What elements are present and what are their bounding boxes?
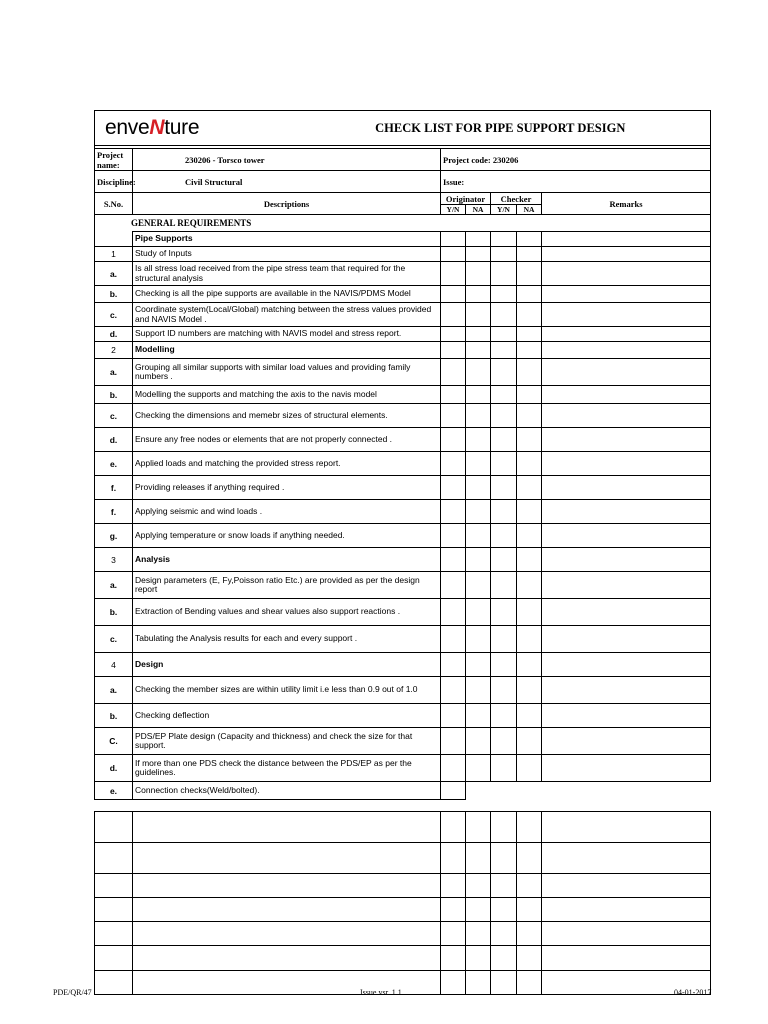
row-sno: b. (95, 286, 133, 303)
blank-cell[interactable] (491, 922, 517, 946)
checker-yn-cell[interactable] (491, 728, 517, 755)
checklist-row (95, 342, 711, 359)
row-description: Modelling (133, 342, 441, 359)
checker-yn-cell[interactable] (491, 386, 517, 404)
row-sno: b. (95, 704, 133, 728)
row-sno: f. (95, 476, 133, 500)
row-sno: 4 (95, 653, 133, 677)
remarks-cell[interactable] (542, 524, 711, 548)
row-description: Modelling the supports and matching the axis to the navis model (133, 386, 441, 404)
checker-na-cell[interactable] (517, 653, 542, 677)
blank-cell[interactable] (491, 946, 517, 971)
blank-cell[interactable] (517, 812, 542, 843)
originator-na-cell[interactable] (466, 548, 491, 572)
blank-cell[interactable] (517, 898, 542, 922)
checker-yn-cell[interactable] (491, 548, 517, 572)
row-description: Design (133, 653, 441, 677)
blank-cell[interactable] (542, 922, 711, 946)
checker-yn-cell[interactable] (491, 404, 517, 428)
blank-cell[interactable] (517, 843, 542, 874)
row-description: Checking the dimensions and memebr sizes of structural elements. (133, 404, 441, 428)
row-description: Connection checks(Weld/bolted). (133, 782, 441, 800)
originator-header: Originator (441, 193, 491, 205)
originator-na-cell[interactable] (466, 476, 491, 500)
sno-header: S.No. (95, 193, 133, 215)
checker-na-cell[interactable] (517, 476, 542, 500)
checker-na-cell[interactable] (517, 247, 542, 262)
checker-yn-cell[interactable] (491, 476, 517, 500)
blank-cell[interactable] (441, 874, 466, 898)
originator-na-cell[interactable] (466, 262, 491, 286)
checker-na-cell[interactable] (517, 286, 542, 303)
checklist-row (95, 327, 711, 342)
checklist-row (95, 626, 711, 653)
checker-na-header: NA (517, 205, 542, 215)
blank-cell[interactable] (133, 812, 441, 843)
checker-yn-cell[interactable] (491, 524, 517, 548)
row-description: PDS/EP Plate design (Capacity and thickness) and check the size for that support. (133, 728, 441, 755)
checker-na-cell[interactable] (517, 500, 542, 524)
row-sno: a. (95, 262, 133, 286)
row-sno: a. (95, 359, 133, 386)
row-description: Applying seismic and wind loads . (133, 500, 441, 524)
originator-na-cell[interactable] (466, 677, 491, 704)
blank-cell[interactable] (95, 843, 133, 874)
blank-row (95, 971, 711, 995)
blank-cell[interactable] (441, 812, 466, 843)
blank-cell[interactable] (466, 812, 491, 843)
checklist-row (95, 386, 711, 404)
originator-yn-cell[interactable] (441, 452, 466, 476)
checklist-row (95, 476, 711, 500)
row-sno: a. (95, 677, 133, 704)
blank-cell[interactable] (441, 946, 466, 971)
row-sno: a. (95, 572, 133, 599)
checker-header: Checker (491, 193, 542, 205)
originator-na-cell[interactable] (466, 704, 491, 728)
company-logo: enveNture (105, 116, 200, 139)
originator-yn-cell[interactable] (441, 303, 466, 327)
blank-cell[interactable] (517, 922, 542, 946)
row-description: Support ID numbers are matching with NAVIS model and stress report. (133, 327, 441, 342)
originator-yn-cell[interactable] (441, 782, 466, 800)
checker-yn-cell[interactable] (491, 452, 517, 476)
checker-yn-cell[interactable] (491, 599, 517, 626)
row-sno: C. (95, 728, 133, 755)
originator-yn-cell[interactable] (441, 247, 466, 262)
checklist-row (95, 599, 711, 626)
blank-cell[interactable] (466, 946, 491, 971)
remarks-cell[interactable] (542, 653, 711, 677)
checker-yn-cell[interactable] (491, 303, 517, 327)
discipline-label: Discipline: (95, 171, 133, 193)
blank-cell[interactable] (441, 971, 466, 995)
checklist-row (95, 653, 711, 677)
blank-cell[interactable] (491, 843, 517, 874)
checker-yn-cell[interactable] (491, 247, 517, 262)
blank-row (95, 812, 711, 843)
row-description: Design parameters (E, Fy,Poisson ratio Etc.) are provided as per the design report (133, 572, 441, 599)
checker-na-cell[interactable] (517, 452, 542, 476)
blank-cell[interactable] (466, 843, 491, 874)
blank-cell[interactable] (95, 898, 133, 922)
checklist-row (95, 286, 711, 303)
row-sno: d. (95, 327, 133, 342)
originator-na-cell[interactable] (466, 428, 491, 452)
checker-yn-cell[interactable] (491, 500, 517, 524)
remarks-cell[interactable] (542, 452, 711, 476)
checker-yn-cell[interactable] (491, 704, 517, 728)
row-sno: g. (95, 524, 133, 548)
checker-na-cell[interactable] (517, 428, 542, 452)
blank-cell[interactable] (542, 898, 711, 922)
remarks-cell[interactable] (542, 548, 711, 572)
blank-cell[interactable] (466, 898, 491, 922)
checker-na-cell[interactable] (517, 342, 542, 359)
originator-na-cell[interactable] (466, 755, 491, 782)
originator-yn-cell[interactable] (441, 599, 466, 626)
originator-na-cell[interactable] (466, 500, 491, 524)
blank-cell[interactable] (491, 874, 517, 898)
checker-yn-cell[interactable] (491, 572, 517, 599)
checker-na-cell[interactable] (517, 548, 542, 572)
blank-cell[interactable] (517, 874, 542, 898)
remarks-cell[interactable] (542, 386, 711, 404)
checker-na-cell[interactable] (517, 572, 542, 599)
remarks-cell[interactable] (542, 677, 711, 704)
checker-na-cell[interactable] (517, 404, 542, 428)
blank-cell[interactable] (491, 898, 517, 922)
checklist-row (95, 782, 711, 800)
checker-yn-cell[interactable] (491, 677, 517, 704)
originator-na-cell[interactable] (466, 524, 491, 548)
originator-na-cell[interactable] (466, 626, 491, 653)
blank-cell[interactable] (466, 922, 491, 946)
originator-na-cell[interactable] (466, 386, 491, 404)
blank-cell[interactable] (133, 874, 441, 898)
remarks-cell[interactable] (542, 626, 711, 653)
remarks-cell[interactable] (542, 247, 711, 262)
remarks-cell[interactable] (542, 286, 711, 303)
originator-yn-cell[interactable] (441, 428, 466, 452)
remarks-cell[interactable] (542, 704, 711, 728)
checker-yn-cell[interactable] (491, 359, 517, 386)
row-description: Applied loads and matching the provided stress report. (133, 452, 441, 476)
originator-na-cell[interactable] (466, 303, 491, 327)
originator-yn-cell[interactable] (441, 524, 466, 548)
checker-yn-cell[interactable] (491, 327, 517, 342)
footer-date: 04-01-2017 (674, 988, 712, 997)
row-description: Checking is all the pipe supports are available in the NAVIS/PDMS Model (133, 286, 441, 303)
remarks-cell[interactable] (542, 303, 711, 327)
blank-cell[interactable] (95, 922, 133, 946)
checker-na-cell[interactable] (517, 704, 542, 728)
checklist-row (95, 728, 711, 755)
checker-yn-cell[interactable] (491, 653, 517, 677)
blank-cell[interactable] (133, 946, 441, 971)
originator-yn-cell[interactable] (441, 677, 466, 704)
originator-na-cell[interactable] (466, 404, 491, 428)
blank-row (95, 922, 711, 946)
checker-yn-cell[interactable] (491, 286, 517, 303)
originator-na-cell[interactable] (466, 247, 491, 262)
title-cell (375, 111, 711, 146)
originator-yn-cell[interactable] (441, 404, 466, 428)
remarks-cell[interactable] (542, 428, 711, 452)
document-title: CHECK LIST FOR PIPE SUPPORT DESIGN (375, 120, 626, 135)
blank-cell[interactable] (517, 946, 542, 971)
blank-cell[interactable] (542, 874, 711, 898)
checklist-row (95, 677, 711, 704)
checklist-sheet (94, 110, 710, 995)
blank-cell[interactable] (95, 971, 133, 995)
discipline-value: Civil Structural (133, 171, 441, 193)
blank-rows-table (94, 811, 711, 995)
blank-cell[interactable] (542, 812, 711, 843)
checker-yn-cell[interactable] (491, 782, 517, 800)
checklist-table (94, 110, 711, 193)
row-description: Study of Inputs (133, 247, 441, 262)
remarks-cell[interactable] (542, 572, 711, 599)
blank-cell[interactable] (95, 874, 133, 898)
blank-cell[interactable] (441, 898, 466, 922)
checker-yn-cell[interactable] (491, 428, 517, 452)
checker-na-cell[interactable] (517, 626, 542, 653)
checker-yn-cell[interactable] (491, 755, 517, 782)
checker-na-cell[interactable] (517, 524, 542, 548)
blank-row (95, 843, 711, 874)
checker-na-cell[interactable] (517, 782, 542, 800)
row-sno: b. (95, 599, 133, 626)
blank-cell[interactable] (491, 812, 517, 843)
checklist-row (95, 428, 711, 452)
originator-yn-cell[interactable] (441, 728, 466, 755)
blank-cell[interactable] (542, 946, 711, 971)
row-description: Applying temperature or snow loads if anything needed. (133, 524, 441, 548)
originator-na-cell[interactable] (466, 599, 491, 626)
blank-cell[interactable] (95, 946, 133, 971)
remarks-cell[interactable] (542, 327, 711, 342)
originator-yn-cell[interactable] (441, 653, 466, 677)
checker-na-cell[interactable] (517, 359, 542, 386)
originator-yn-cell[interactable] (441, 626, 466, 653)
originator-yn-cell[interactable] (441, 262, 466, 286)
originator-yn-cell[interactable] (441, 704, 466, 728)
blank-row (95, 946, 711, 971)
row-description: Extraction of Bending values and shear values also support reactions . (133, 599, 441, 626)
blank-cell[interactable] (466, 971, 491, 995)
row-sno: c. (95, 404, 133, 428)
blank-cell[interactable] (95, 812, 133, 843)
checker-yn-cell[interactable] (491, 342, 517, 359)
originator-na-header: NA (466, 205, 491, 215)
footer-form-number: PDE/QR/47 (53, 988, 92, 997)
remarks-cell[interactable] (542, 342, 711, 359)
row-description: Ensure any free nodes or elements that are not properly connected . (133, 428, 441, 452)
checklist-row (95, 303, 711, 327)
blank-row (95, 898, 711, 922)
row-description: Providing releases if anything required . (133, 476, 441, 500)
row-sno: e. (95, 782, 133, 800)
project-name-label: Project name: (95, 149, 133, 171)
checker-yn-header: Y/N (491, 205, 517, 215)
originator-na-cell[interactable] (466, 342, 491, 359)
row-description: Coordinate system(Local/Global) matching between the stress values provided and NAVIS Model . (133, 303, 441, 327)
row-sno: 2 (95, 342, 133, 359)
checker-na-cell[interactable] (517, 327, 542, 342)
checklist-row (95, 247, 711, 262)
originator-na-cell[interactable] (466, 572, 491, 599)
remarks-cell[interactable] (542, 755, 711, 782)
remarks-cell[interactable] (542, 500, 711, 524)
checklist-row (95, 548, 711, 572)
remarks-cell[interactable] (542, 359, 711, 386)
originator-na-cell[interactable] (466, 728, 491, 755)
checklist-row (95, 572, 711, 599)
row-description: Analysis (133, 548, 441, 572)
checklist-row (95, 524, 711, 548)
checker-na-cell[interactable] (517, 755, 542, 782)
row-description: Grouping all similar supports with similar load values and providing family numbers . (133, 359, 441, 386)
pipe-supports-heading: Pipe Supports (133, 232, 441, 247)
blank-cell[interactable] (466, 874, 491, 898)
originator-yn-cell[interactable] (441, 359, 466, 386)
originator-yn-cell[interactable] (441, 476, 466, 500)
checklist-row (95, 704, 711, 728)
checklist-row (95, 755, 711, 782)
checker-na-cell[interactable] (517, 386, 542, 404)
remarks-header: Remarks (542, 193, 711, 215)
originator-na-cell[interactable] (466, 327, 491, 342)
originator-na-cell[interactable] (466, 286, 491, 303)
remarks-cell[interactable] (542, 476, 711, 500)
blank-cell[interactable] (542, 843, 711, 874)
blank-cell[interactable] (441, 843, 466, 874)
checker-na-cell[interactable] (517, 677, 542, 704)
row-description: Checking the member sizes are within utility limit i.e less than 0.9 out of 1.0 (133, 677, 441, 704)
originator-na-cell[interactable] (466, 452, 491, 476)
checklist-row (95, 262, 711, 286)
remarks-cell[interactable] (542, 728, 711, 755)
originator-yn-header: Y/N (441, 205, 466, 215)
checker-na-cell[interactable] (517, 599, 542, 626)
checklist-row (95, 404, 711, 428)
project-name-value: 230206 - Torsco tower (133, 149, 441, 171)
originator-na-cell[interactable] (466, 653, 491, 677)
remarks-cell[interactable] (542, 599, 711, 626)
row-sno: f. (95, 500, 133, 524)
row-sno: d. (95, 755, 133, 782)
checker-yn-cell[interactable] (491, 626, 517, 653)
descriptions-header: Descriptions (133, 193, 441, 215)
originator-na-cell[interactable] (466, 359, 491, 386)
row-sno: d. (95, 428, 133, 452)
blank-row (95, 874, 711, 898)
checklist-row (95, 500, 711, 524)
general-requirements-heading: GENERAL REQUIREMENTS (95, 215, 711, 232)
row-sno: e. (95, 452, 133, 476)
blank-cell[interactable] (133, 898, 441, 922)
checklist-row (95, 452, 711, 476)
originator-na-cell[interactable] (466, 782, 491, 800)
checklist-body-table (94, 192, 711, 800)
originator-yn-cell[interactable] (441, 342, 466, 359)
remarks-cell[interactable] (542, 782, 711, 800)
blank-cell[interactable] (517, 971, 542, 995)
originator-yn-cell[interactable] (441, 572, 466, 599)
originator-yn-cell[interactable] (441, 755, 466, 782)
remarks-cell[interactable] (542, 404, 711, 428)
row-description: If more than one PDS check the distance between the PDS/EP as per the guidelines. (133, 755, 441, 782)
row-sno: 3 (95, 548, 133, 572)
originator-yn-cell[interactable] (441, 386, 466, 404)
row-description: Is all stress load received from the pipe stress team that required for the structural analysis (133, 262, 441, 286)
checker-na-cell[interactable] (517, 262, 542, 286)
project-code: Project code: 230206 (441, 149, 711, 171)
checker-yn-cell[interactable] (491, 262, 517, 286)
row-description: Checking deflection (133, 704, 441, 728)
originator-yn-cell[interactable] (441, 327, 466, 342)
footer-issue-version: Issue vsr. 1.1 (360, 988, 402, 997)
blank-cell[interactable] (133, 922, 441, 946)
issue-label: Issue: (441, 171, 711, 193)
row-sno: b. (95, 386, 133, 404)
blank-cell[interactable] (491, 971, 517, 995)
remarks-cell[interactable] (542, 262, 711, 286)
row-sno: 1 (95, 247, 133, 262)
checklist-row (95, 359, 711, 386)
blank-cell[interactable] (133, 843, 441, 874)
row-sno: c. (95, 626, 133, 653)
checker-na-cell[interactable] (517, 303, 542, 327)
row-sno: c. (95, 303, 133, 327)
originator-yn-cell[interactable] (441, 500, 466, 524)
row-description: Tabulating the Analysis results for each and every support . (133, 626, 441, 653)
originator-yn-cell[interactable] (441, 548, 466, 572)
originator-yn-cell[interactable] (441, 286, 466, 303)
checker-na-cell[interactable] (517, 728, 542, 755)
blank-cell[interactable] (441, 922, 466, 946)
